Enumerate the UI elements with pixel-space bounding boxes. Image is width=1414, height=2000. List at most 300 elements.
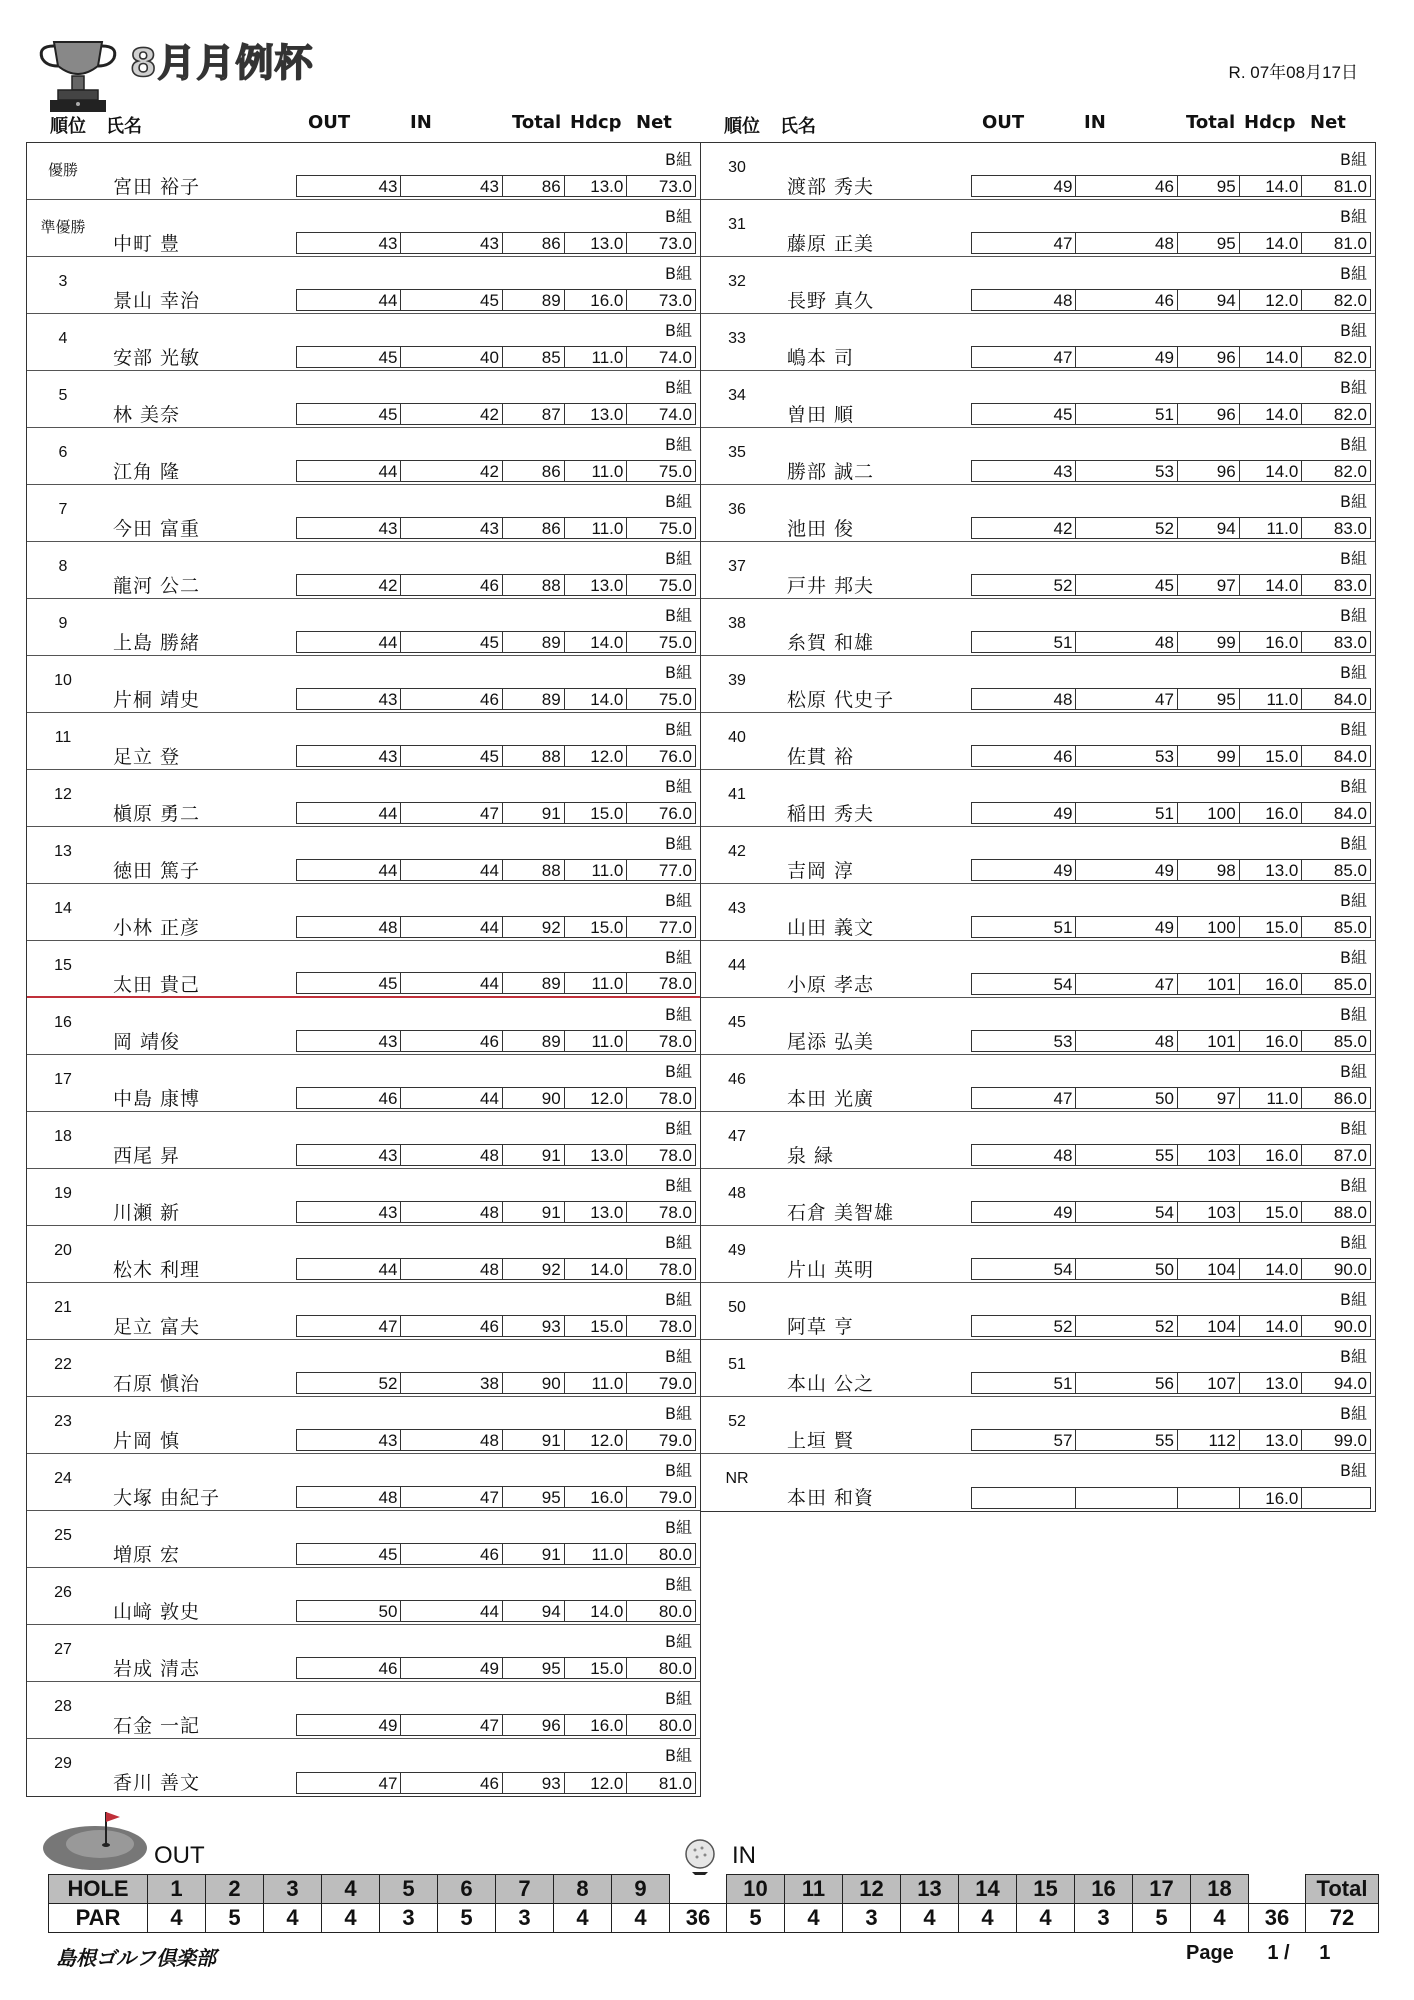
in-score: 48 bbox=[401, 1430, 502, 1450]
in-score: 49 bbox=[1076, 860, 1177, 880]
rank-cell: 12 bbox=[54, 786, 72, 803]
player-name: 槇原 勇二 bbox=[113, 803, 201, 825]
in-score: 42 bbox=[401, 461, 502, 481]
table-row bbox=[27, 1340, 700, 1397]
total-score: 88 bbox=[503, 746, 565, 766]
group-label: B組 bbox=[665, 1575, 692, 1594]
table-row bbox=[27, 1682, 700, 1739]
out-score: 42 bbox=[297, 575, 401, 595]
results-table-right bbox=[700, 142, 1376, 1512]
net-score: 73.0 bbox=[658, 177, 692, 196]
player-name: 石金 一記 bbox=[113, 1715, 201, 1737]
player-name: 片岡 慎 bbox=[113, 1430, 181, 1452]
group-label: B組 bbox=[665, 834, 692, 853]
rank-cell: 15 bbox=[54, 957, 72, 974]
out-score: 52 bbox=[972, 1316, 1076, 1336]
total-score: 104 bbox=[1178, 1259, 1240, 1279]
hole-par: 4 bbox=[264, 1904, 322, 1933]
player-name: 安部 光敏 bbox=[113, 347, 201, 369]
out-score: 49 bbox=[972, 803, 1076, 823]
table-row bbox=[701, 1169, 1375, 1226]
hole-par: 3 bbox=[843, 1904, 901, 1933]
header-net: Net bbox=[636, 112, 672, 133]
rank-cell: 8 bbox=[58, 558, 68, 575]
group-label: B組 bbox=[1340, 1119, 1367, 1138]
out-score: 47 bbox=[297, 1773, 401, 1793]
in-score: 53 bbox=[1076, 461, 1177, 481]
group-label: B組 bbox=[1340, 1062, 1367, 1081]
hole-number: 3 bbox=[264, 1875, 322, 1904]
out-score: 49 bbox=[972, 860, 1076, 880]
in-score: 46 bbox=[401, 575, 502, 595]
player-name: 池田 俊 bbox=[787, 518, 855, 540]
rank-cell: 42 bbox=[728, 843, 746, 860]
hdcp-value: 11.0 bbox=[565, 518, 628, 538]
group-label: B組 bbox=[1340, 1176, 1367, 1195]
rank-cell: 14 bbox=[54, 900, 72, 917]
table-row bbox=[701, 941, 1375, 998]
rank-cell: 4 bbox=[58, 330, 68, 347]
in-score: 46 bbox=[401, 1544, 502, 1564]
group-label: B組 bbox=[665, 321, 692, 340]
player-name: 石倉 美智雄 bbox=[787, 1202, 895, 1224]
in-score: 44 bbox=[401, 973, 502, 993]
hdcp-value: 16.0 bbox=[1240, 1145, 1303, 1165]
total-score: 107 bbox=[1178, 1373, 1240, 1393]
out-score: 43 bbox=[297, 1430, 401, 1450]
hdcp-value: 14.0 bbox=[1240, 347, 1303, 367]
rank-cell: 23 bbox=[54, 1413, 72, 1430]
group-label: B組 bbox=[1340, 264, 1367, 283]
player-name: 上垣 賢 bbox=[787, 1430, 855, 1452]
header-rank: 順位 bbox=[724, 116, 760, 137]
table-row bbox=[701, 599, 1375, 656]
in-score: 40 bbox=[401, 347, 502, 367]
player-name: 宮田 裕子 bbox=[113, 176, 201, 198]
hdcp-value: 14.0 bbox=[1240, 233, 1303, 253]
group-label: B組 bbox=[1340, 720, 1367, 739]
rank-cell: 37 bbox=[728, 558, 746, 575]
header-out: OUT bbox=[308, 112, 351, 133]
rank-cell: 優勝 bbox=[47, 161, 78, 179]
in-score: 52 bbox=[1076, 518, 1177, 538]
player-name: 松原 代史子 bbox=[787, 689, 895, 711]
table-row bbox=[27, 257, 700, 314]
total-score: 85 bbox=[503, 347, 565, 367]
score-cells bbox=[296, 1087, 696, 1109]
group-label: B組 bbox=[665, 492, 692, 511]
table-row bbox=[27, 371, 700, 428]
net-score: 83.0 bbox=[1333, 519, 1367, 538]
group-label: B組 bbox=[665, 606, 692, 625]
group-label: B組 bbox=[665, 1746, 692, 1765]
group-label: B組 bbox=[1340, 948, 1367, 967]
page-title: 8月月例杯 bbox=[130, 41, 314, 85]
hole-number: 10 bbox=[727, 1875, 785, 1904]
player-name: 藤原 正美 bbox=[787, 233, 875, 255]
score-cells bbox=[971, 916, 1371, 938]
total-score: 112 bbox=[1178, 1430, 1240, 1450]
total-score: 92 bbox=[503, 917, 565, 937]
out-label: OUT bbox=[154, 1842, 205, 1869]
player-name: 曽田 順 bbox=[787, 404, 855, 426]
out-score: 49 bbox=[972, 1202, 1076, 1222]
hole-par: 4 bbox=[322, 1904, 380, 1933]
hdcp-value: 14.0 bbox=[565, 1601, 628, 1621]
trophy-icon bbox=[32, 36, 124, 116]
total-score: 90 bbox=[503, 1088, 565, 1108]
group-label: B組 bbox=[665, 1005, 692, 1024]
table-row bbox=[27, 1511, 700, 1568]
hdcp-value: 12.0 bbox=[565, 1430, 628, 1450]
total-score: 98 bbox=[1178, 860, 1240, 880]
hdcp-value: 14.0 bbox=[1240, 461, 1303, 481]
in-score: 44 bbox=[401, 1601, 502, 1621]
out-score: 53 bbox=[972, 1031, 1076, 1051]
player-name: 阿草 亨 bbox=[787, 1316, 855, 1338]
out-score: 46 bbox=[297, 1088, 401, 1108]
hdcp-value: 14.0 bbox=[1240, 575, 1303, 595]
total-score: 96 bbox=[1178, 461, 1240, 481]
hole-number: 7 bbox=[496, 1875, 554, 1904]
total-score bbox=[1178, 1488, 1240, 1508]
hole-number: 6 bbox=[438, 1875, 496, 1904]
group-label: B組 bbox=[1340, 1404, 1367, 1423]
out-score: 44 bbox=[297, 1259, 401, 1279]
table-row bbox=[27, 200, 700, 257]
out-score: 48 bbox=[972, 290, 1076, 310]
net-score: 75.0 bbox=[658, 519, 692, 538]
total-par: 72 bbox=[1306, 1904, 1379, 1933]
table-row bbox=[27, 1055, 700, 1112]
hole-label: HOLE bbox=[49, 1875, 148, 1904]
group-label: B組 bbox=[1340, 1233, 1367, 1252]
hdcp-value: 11.0 bbox=[565, 860, 628, 880]
score-cells bbox=[296, 1258, 696, 1280]
header-hdcp: Hdcp bbox=[570, 112, 622, 133]
rank-cell: 18 bbox=[54, 1128, 72, 1145]
net-score: 84.0 bbox=[1333, 747, 1367, 766]
hdcp-value: 15.0 bbox=[565, 1316, 628, 1336]
rank-cell: 47 bbox=[728, 1128, 746, 1145]
table-row bbox=[701, 1397, 1375, 1454]
out-score: 43 bbox=[297, 746, 401, 766]
group-label: B組 bbox=[665, 720, 692, 739]
hole-par: 3 bbox=[380, 1904, 438, 1933]
page-current: 1 / bbox=[1267, 1942, 1290, 1964]
score-cells bbox=[971, 1429, 1371, 1451]
in-label: IN bbox=[732, 1842, 756, 1869]
total-score: 91 bbox=[503, 803, 565, 823]
table-row bbox=[27, 770, 700, 827]
total-score: 100 bbox=[1178, 917, 1240, 937]
in-score: 46 bbox=[401, 1316, 502, 1336]
hdcp-value: 11.0 bbox=[565, 973, 628, 993]
group-label: B組 bbox=[665, 1518, 692, 1537]
table-row bbox=[701, 827, 1375, 884]
in-score: 49 bbox=[1076, 347, 1177, 367]
table-row bbox=[701, 1226, 1375, 1283]
net-score: 78.0 bbox=[658, 1032, 692, 1051]
par-label: PAR bbox=[49, 1904, 148, 1933]
score-cells bbox=[971, 517, 1371, 539]
in-score: 46 bbox=[1076, 290, 1177, 310]
table-row bbox=[27, 1454, 700, 1511]
out-score: 50 bbox=[297, 1601, 401, 1621]
group-label: B組 bbox=[1340, 492, 1367, 511]
group-label: B組 bbox=[665, 891, 692, 910]
table-row bbox=[701, 257, 1375, 314]
in-score: 48 bbox=[401, 1202, 502, 1222]
net-score: 82.0 bbox=[1333, 405, 1367, 424]
total-score: 95 bbox=[503, 1658, 565, 1678]
page-header bbox=[28, 30, 1388, 120]
table-row bbox=[27, 1739, 700, 1796]
hdcp-value: 16.0 bbox=[565, 1715, 628, 1735]
rank-cell: 17 bbox=[54, 1071, 72, 1088]
hole-number: 13 bbox=[901, 1875, 959, 1904]
total-score: 95 bbox=[1178, 176, 1240, 196]
total-score: 91 bbox=[503, 1202, 565, 1222]
group-label: B組 bbox=[665, 663, 692, 682]
hdcp-value: 16.0 bbox=[565, 1487, 628, 1507]
hole-par: 5 bbox=[727, 1904, 785, 1933]
player-name: 松木 利理 bbox=[113, 1259, 201, 1281]
table-row bbox=[701, 1454, 1375, 1511]
left-column-headers bbox=[50, 112, 700, 136]
net-score: 77.0 bbox=[658, 861, 692, 880]
hdcp-value: 16.0 bbox=[1240, 803, 1303, 823]
group-label: B組 bbox=[665, 948, 692, 967]
hdcp-value: 11.0 bbox=[565, 1373, 628, 1393]
net-score: 77.0 bbox=[658, 918, 692, 937]
hole-par: 3 bbox=[1075, 1904, 1133, 1933]
score-cells bbox=[296, 859, 696, 881]
score-cells bbox=[971, 1487, 1371, 1509]
group-label: B組 bbox=[1340, 834, 1367, 853]
net-score: 76.0 bbox=[658, 747, 692, 766]
total-score: 89 bbox=[503, 689, 565, 709]
hdcp-value: 16.0 bbox=[565, 290, 628, 310]
rank-cell: 52 bbox=[728, 1413, 746, 1430]
player-name: 渡部 秀夫 bbox=[787, 176, 875, 198]
total-score: 101 bbox=[1178, 974, 1240, 994]
page-label: Page bbox=[1186, 1942, 1234, 1964]
rank-cell: 32 bbox=[728, 273, 746, 290]
rank-cell: NR bbox=[725, 1470, 749, 1487]
hdcp-value: 13.0 bbox=[1240, 1430, 1303, 1450]
out-sum-header bbox=[670, 1875, 727, 1904]
group-label: B組 bbox=[665, 378, 692, 397]
hdcp-value: 11.0 bbox=[565, 1544, 628, 1564]
hole-par: 4 bbox=[148, 1904, 206, 1933]
net-score: 75.0 bbox=[658, 633, 692, 652]
player-name: 片山 英明 bbox=[787, 1259, 875, 1281]
in-par-sum: 36 bbox=[1249, 1904, 1306, 1933]
rank-cell: 6 bbox=[58, 444, 68, 461]
player-name: 片桐 靖史 bbox=[113, 689, 201, 711]
score-cells bbox=[296, 232, 696, 254]
in-score: 46 bbox=[401, 689, 502, 709]
hdcp-value: 15.0 bbox=[1240, 917, 1303, 937]
hole-par: 4 bbox=[901, 1904, 959, 1933]
score-cells bbox=[296, 460, 696, 482]
club-name: 島根ゴルフ倶楽部 bbox=[56, 1946, 216, 1970]
total-score: 95 bbox=[1178, 233, 1240, 253]
rank-cell: 50 bbox=[728, 1299, 746, 1316]
net-score: 81.0 bbox=[1333, 234, 1367, 253]
total-score: 86 bbox=[503, 461, 565, 481]
score-cells bbox=[971, 802, 1371, 824]
total-score: 86 bbox=[503, 233, 565, 253]
page-total: 1 bbox=[1319, 1942, 1331, 1964]
score-cells bbox=[296, 1657, 696, 1679]
net-score: 94.0 bbox=[1333, 1374, 1367, 1393]
header-net: Net bbox=[1310, 112, 1346, 133]
group-label: B組 bbox=[665, 1119, 692, 1138]
in-score: 48 bbox=[401, 1259, 502, 1279]
hole-number: 11 bbox=[785, 1875, 843, 1904]
net-score: 81.0 bbox=[658, 1774, 692, 1793]
in-score: 47 bbox=[401, 1715, 502, 1735]
player-name: 戸井 邦夫 bbox=[787, 575, 875, 597]
out-score: 43 bbox=[297, 233, 401, 253]
in-score: 42 bbox=[401, 404, 502, 424]
player-name: 中町 豊 bbox=[113, 233, 181, 255]
page-indicator bbox=[1186, 1942, 1330, 1965]
hole-number: 14 bbox=[959, 1875, 1017, 1904]
player-name: 上島 勝緒 bbox=[113, 632, 201, 654]
total-score: 86 bbox=[503, 518, 565, 538]
in-score: 51 bbox=[1076, 404, 1177, 424]
hole-row bbox=[49, 1875, 1379, 1904]
out-score: 51 bbox=[972, 632, 1076, 652]
score-cells bbox=[296, 1429, 696, 1451]
in-score: 45 bbox=[401, 290, 502, 310]
in-score: 55 bbox=[1076, 1145, 1177, 1165]
hdcp-value: 14.0 bbox=[1240, 1259, 1303, 1279]
total-score: 103 bbox=[1178, 1202, 1240, 1222]
hole-par: 4 bbox=[612, 1904, 670, 1933]
table-row bbox=[27, 884, 700, 941]
net-score: 75.0 bbox=[658, 462, 692, 481]
rank-cell: 5 bbox=[58, 387, 68, 404]
total-label: Total bbox=[1306, 1875, 1379, 1904]
group-label: B組 bbox=[665, 1461, 692, 1480]
out-score: 45 bbox=[972, 404, 1076, 424]
net-score: 75.0 bbox=[658, 576, 692, 595]
out-score: 47 bbox=[972, 1088, 1076, 1108]
total-score: 95 bbox=[1178, 689, 1240, 709]
out-score: 43 bbox=[297, 689, 401, 709]
score-cells bbox=[296, 1315, 696, 1337]
group-label: B組 bbox=[665, 435, 692, 454]
player-name: 太田 貴己 bbox=[113, 974, 201, 996]
table-row bbox=[27, 1625, 700, 1682]
player-name: 嶋本 司 bbox=[787, 347, 855, 369]
hole-par: 4 bbox=[1191, 1904, 1249, 1933]
in-score: 50 bbox=[1076, 1088, 1177, 1108]
out-score: 47 bbox=[972, 347, 1076, 367]
score-cells bbox=[296, 346, 696, 368]
score-cells bbox=[971, 1258, 1371, 1280]
hole-number: 16 bbox=[1075, 1875, 1133, 1904]
event-date: R. 07年08月17日 bbox=[1228, 63, 1358, 82]
total-score: 88 bbox=[503, 860, 565, 880]
rank-cell: 38 bbox=[728, 615, 746, 632]
table-row bbox=[701, 884, 1375, 941]
rank-cell: 21 bbox=[54, 1299, 72, 1316]
in-score: 44 bbox=[401, 860, 502, 880]
total-score: 96 bbox=[1178, 347, 1240, 367]
header-in: IN bbox=[1084, 112, 1106, 133]
in-score: 46 bbox=[1076, 176, 1177, 196]
hole-number: 18 bbox=[1191, 1875, 1249, 1904]
score-cells bbox=[971, 346, 1371, 368]
net-score bbox=[1302, 1488, 1370, 1508]
group-label: B組 bbox=[665, 1233, 692, 1252]
net-score: 74.0 bbox=[658, 348, 692, 367]
rank-cell: 36 bbox=[728, 501, 746, 518]
score-cells bbox=[296, 1772, 696, 1794]
hdcp-value: 12.0 bbox=[565, 746, 628, 766]
total-score: 94 bbox=[1178, 518, 1240, 538]
net-score: 85.0 bbox=[1333, 861, 1367, 880]
player-name: 景山 幸治 bbox=[113, 290, 201, 312]
rank-cell: 26 bbox=[54, 1584, 72, 1601]
total-score: 103 bbox=[1178, 1145, 1240, 1165]
net-score: 79.0 bbox=[658, 1431, 692, 1450]
hdcp-value: 16.0 bbox=[1240, 1488, 1303, 1508]
score-cells bbox=[971, 1315, 1371, 1337]
rank-cell: 13 bbox=[54, 843, 72, 860]
score-cells bbox=[971, 289, 1371, 311]
rank-cell: 10 bbox=[54, 672, 72, 689]
player-name: 尾添 弘美 bbox=[787, 1031, 875, 1053]
total-score: 91 bbox=[503, 1544, 565, 1564]
net-score: 90.0 bbox=[1333, 1260, 1367, 1279]
total-score: 87 bbox=[503, 404, 565, 424]
score-cells bbox=[296, 916, 696, 938]
player-name: 香川 善文 bbox=[113, 1772, 201, 1794]
hdcp-value: 11.0 bbox=[565, 347, 628, 367]
group-label: B組 bbox=[665, 1176, 692, 1195]
hole-number: 4 bbox=[322, 1875, 380, 1904]
out-score: 43 bbox=[297, 1202, 401, 1222]
table-row bbox=[27, 428, 700, 485]
out-score: 52 bbox=[297, 1373, 401, 1393]
group-label: B組 bbox=[1340, 1461, 1367, 1480]
hdcp-value: 11.0 bbox=[1240, 518, 1303, 538]
hole-number: 5 bbox=[380, 1875, 438, 1904]
rank-cell: 24 bbox=[54, 1470, 72, 1487]
in-score: 43 bbox=[401, 518, 502, 538]
net-score: 84.0 bbox=[1333, 804, 1367, 823]
hdcp-value: 11.0 bbox=[1240, 1088, 1303, 1108]
rank-cell: 11 bbox=[54, 729, 72, 746]
player-name: 泉 緑 bbox=[787, 1145, 835, 1167]
player-name: 林 美奈 bbox=[113, 404, 181, 426]
table-row bbox=[27, 1112, 700, 1169]
table-row bbox=[27, 998, 700, 1055]
total-score: 93 bbox=[503, 1773, 565, 1793]
out-score: 52 bbox=[972, 575, 1076, 595]
out-score: 48 bbox=[297, 1487, 401, 1507]
rank-cell: 46 bbox=[728, 1071, 746, 1088]
score-cells bbox=[296, 1372, 696, 1394]
score-cells bbox=[971, 859, 1371, 881]
hdcp-value: 14.0 bbox=[565, 632, 628, 652]
